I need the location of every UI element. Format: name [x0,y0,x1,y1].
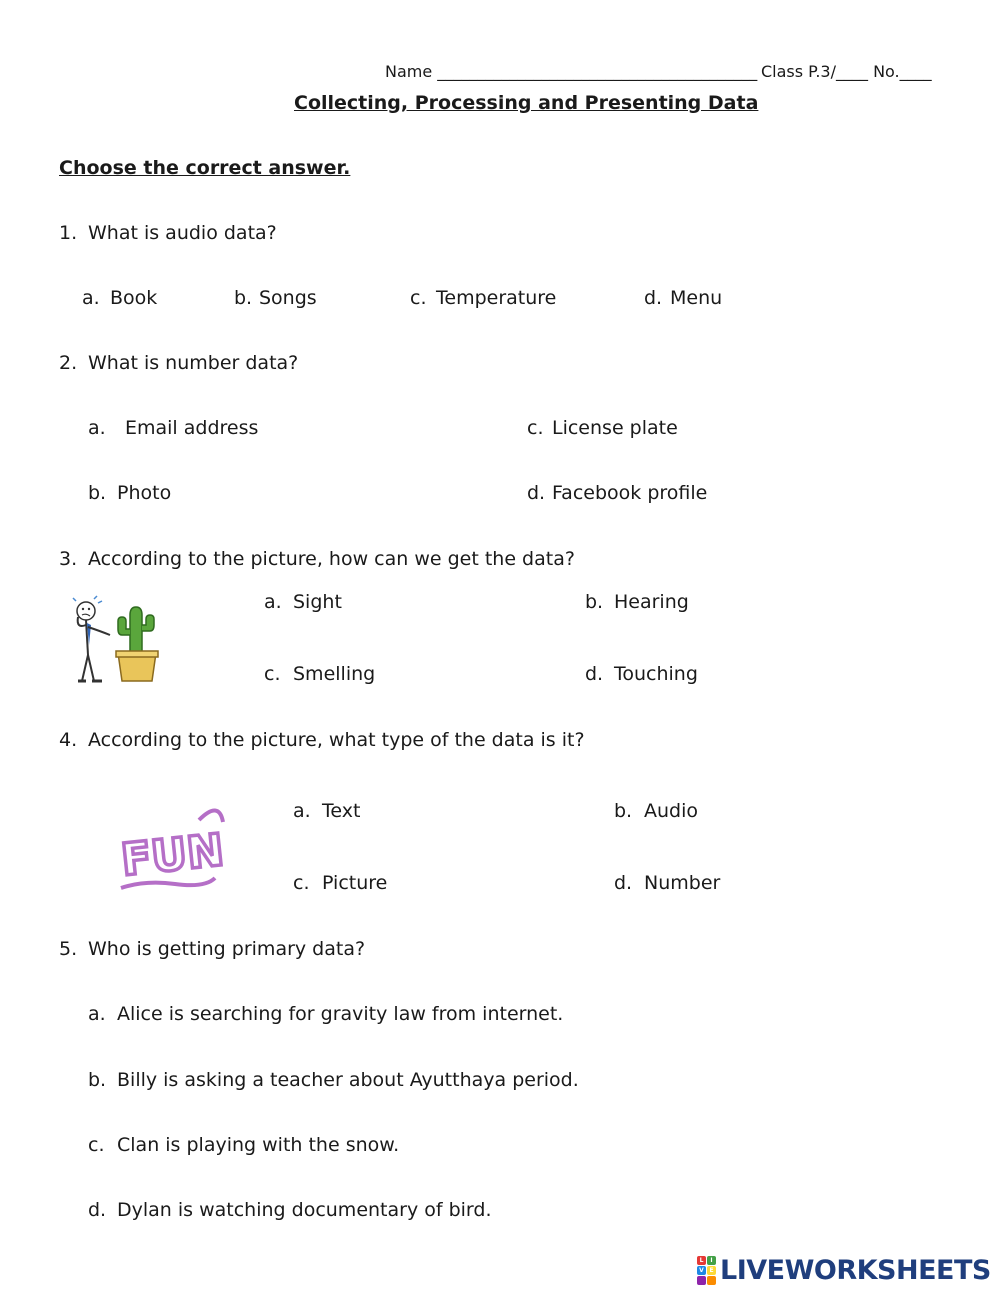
question-text: According to the picture, how can we get the data? [88,548,575,570]
question-text: Who is getting primary data? [88,938,366,960]
option-letter: c. [88,1134,105,1156]
option-text[interactable]: Photo [117,482,172,504]
question-number: 5. [59,938,78,960]
option-text[interactable]: Menu [670,287,723,309]
option-letter: d. [614,872,633,894]
question-number: 3. [59,548,78,570]
option-text[interactable]: Smelling [293,663,376,685]
option-text[interactable]: Text [322,800,361,822]
question-text: What is number data? [88,352,299,374]
option-text[interactable]: Alice is searching for gravity law from internet. [117,1003,564,1025]
option-letter: b. [614,800,633,822]
option-letter: d. [644,287,663,309]
option-text[interactable]: Sight [293,591,342,613]
worksheet-title: Collecting, Processing and Presenting Data [294,92,759,114]
option-text[interactable]: Book [110,287,158,309]
option-text[interactable]: Temperature [436,287,557,309]
option-letter: c. [264,663,281,685]
logo-block: L [697,1256,706,1265]
option-letter: d. [585,663,604,685]
question-number: 2. [59,352,78,374]
option-letter: b. [88,1069,107,1091]
question-number: 4. [59,729,78,751]
logo-block [697,1276,706,1285]
option-letter: b. [234,287,253,309]
option-letter: d. [527,482,546,504]
liveworksheets-logo [697,1255,991,1286]
option-letter: a. [293,800,311,822]
option-text[interactable]: License plate [552,417,678,439]
option-letter: a. [82,287,100,309]
option-text[interactable]: Songs [259,287,317,309]
option-text[interactable]: Facebook profile [552,482,708,504]
option-text[interactable]: Touching [614,663,698,685]
option-text[interactable]: Picture [322,872,388,894]
option-text[interactable]: Email address [125,417,259,439]
option-letter: c. [293,872,310,894]
option-text[interactable]: Dylan is watching documentary of bird. [117,1199,492,1221]
option-letter: a. [88,417,106,439]
instruction-heading: Choose the correct answer. [59,157,351,179]
name-field-label: Name ________________________________________ [385,62,758,81]
option-text[interactable]: Hearing [614,591,689,613]
option-letter: d. [88,1199,107,1221]
question-text: What is audio data? [88,222,277,244]
logo-blocks-icon [697,1256,716,1285]
option-text[interactable]: Billy is asking a teacher about Ayutthaya period. [117,1069,579,1091]
fun-word-art-image [115,800,230,898]
class-number-label: Class P.3/____ No.____ [761,62,932,81]
option-letter: b. [585,591,604,613]
fun-word-art-text: FUN [118,824,227,887]
question-number: 1. [59,222,78,244]
question-text: According to the picture, what type of the data is it? [88,729,585,751]
option-letter: a. [264,591,282,613]
logo-block: E [707,1266,716,1275]
option-letter: a. [88,1003,106,1025]
logo-block [707,1276,716,1285]
option-letter: b. [88,482,107,504]
option-letter: c. [410,287,427,309]
logo-text: LIVEWORKSHEETS [720,1255,991,1286]
logo-block: V [697,1266,706,1275]
option-text[interactable]: Number [644,872,721,894]
man-touching-cactus-image [72,595,164,687]
option-text[interactable]: Audio [644,800,699,822]
option-text[interactable]: Clan is playing with the snow. [117,1134,400,1156]
option-letter: c. [527,417,544,439]
logo-block: I [707,1256,716,1265]
